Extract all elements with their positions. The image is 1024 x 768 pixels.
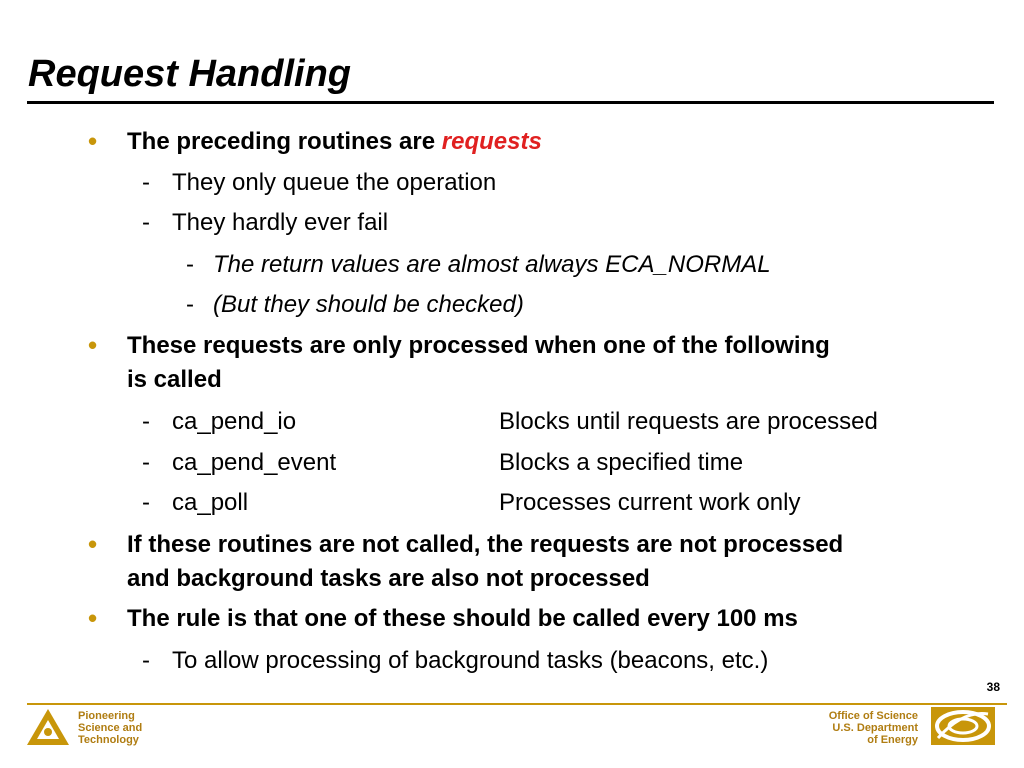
bullet-marker: • (88, 603, 98, 633)
dash-marker: - (142, 408, 150, 435)
bullet-1-accent-word: requests (441, 128, 542, 155)
bullet-1-text: The preceding routines are (127, 128, 442, 155)
dash-marker: - (186, 291, 194, 318)
bullet-3-line-1: If these routines are not called, the requests are not processed (127, 531, 844, 558)
slide-title: Request Handling (28, 53, 352, 95)
dash-marker: - (186, 251, 194, 278)
footer-divider (27, 703, 1007, 705)
footer-right-line: U.S. Department (832, 722, 918, 734)
routine-description: Blocks a specified time (499, 449, 744, 476)
dash-marker: - (142, 489, 150, 516)
doe-office-of-science-logo-icon (930, 706, 996, 746)
footer-left-line: Technology (78, 734, 139, 746)
routine-description: Processes current work only (499, 489, 801, 516)
bullet-2-line-2: is called (127, 366, 222, 393)
bullet-4: The rule is that one of these should be called every 100 ms (127, 605, 798, 632)
title-underline (27, 101, 994, 104)
dash-marker: - (142, 647, 150, 674)
routine-name: ca_pend_event (172, 449, 337, 476)
page-number: 38 (986, 680, 1000, 694)
bullet-1-sub-1: They only queue the operation (172, 169, 497, 196)
dash-marker: - (142, 169, 150, 196)
footer-right-line: Office of Science (828, 710, 918, 722)
bullet-3-line-2: and background tasks are also not processed (127, 565, 650, 592)
routine-name: ca_poll (172, 489, 249, 516)
bullet-1-sub-2: They hardly ever fail (172, 209, 389, 236)
pioneering-science-logo-icon (26, 708, 70, 746)
bullet-2-line-1: These requests are only processed when one of the following (127, 332, 830, 359)
footer-left-line: Pioneering (78, 710, 135, 722)
footer-right-text (790, 710, 918, 746)
bullet-marker: • (88, 126, 98, 156)
footer-left-text (78, 710, 142, 746)
bullet-marker: • (88, 330, 98, 360)
dash-marker: - (142, 209, 150, 236)
routine-name: ca_pend_io (172, 408, 297, 435)
bullet-1-sub-2-sub-1: The return values are almost always ECA_NORMAL (213, 251, 771, 278)
routine-description: Blocks until requests are processed (499, 408, 878, 435)
dash-marker: - (142, 449, 150, 476)
bullet-marker: • (88, 529, 98, 559)
footer-right-line: of Energy (867, 734, 918, 746)
bullet-1-sub-2-sub-2: (But they should be checked) (213, 291, 524, 318)
bullet-4-sub-1: To allow processing of background tasks (beacons, etc.) (172, 647, 769, 674)
footer-left-line: Science and (78, 722, 143, 734)
bullet-1 (127, 125, 542, 158)
